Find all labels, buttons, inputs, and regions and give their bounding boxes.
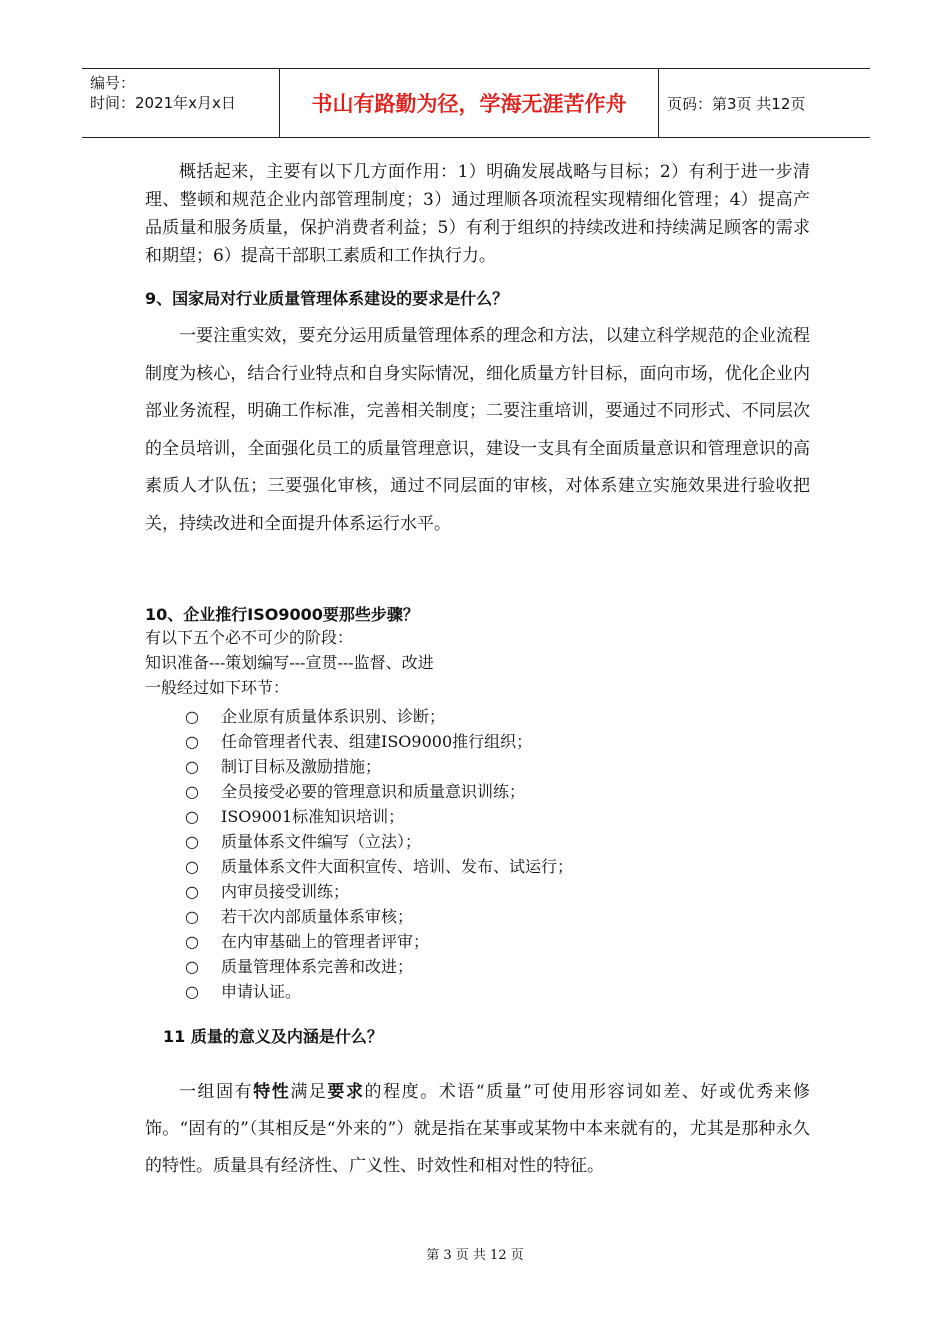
circle-bullet-icon: ○ bbox=[185, 882, 199, 901]
step-item bbox=[185, 704, 573, 729]
q11-answer-part: 的程度。术语“质量”可使用形容词如差、好或优秀来修饰。“固有的”（其相反是“外来的”）就是指在某事或某物中本来就有的，尤其是那种永久的特性。质量具有经济性、广义性、时效性和相对性的特征。 bbox=[145, 1082, 811, 1176]
q11-answer-part: 满足 bbox=[290, 1082, 328, 1102]
step-item bbox=[185, 754, 573, 779]
circle-bullet-icon: ○ bbox=[185, 807, 199, 826]
circle-bullet-icon: ○ bbox=[185, 832, 199, 851]
q11-bold-term-requirement: 要求 bbox=[327, 1082, 365, 1102]
q10-steps-list bbox=[185, 704, 573, 1004]
header-number-label: 编号： bbox=[90, 74, 136, 92]
q11-answer bbox=[145, 1074, 810, 1185]
step-text: 在内审基础上的管理者评审； bbox=[221, 932, 430, 951]
header-motto: 书山有路勤为径，学海无涯苦作舟 bbox=[280, 69, 659, 137]
step-text: 质量体系文件编写（立法）； bbox=[221, 832, 422, 851]
circle-bullet-icon: ○ bbox=[185, 907, 199, 926]
step-text: 制订目标及激励措施； bbox=[221, 757, 382, 776]
intro-paragraph: 概括起来，主要有以下几方面作用：1）明确发展战略与目标；2）有利于进一步清理、整顿和规范企业内部管理制度；3）通过理顺各项流程实现精细化管理；4）提高产品质量和服务质量，保护消费者利益；5）有利于组织的持续改进和持续满足顾客的需求和期望；6）提高干部职工素质和工作执行力。 bbox=[145, 162, 810, 266]
circle-bullet-icon: ○ bbox=[185, 932, 199, 951]
q10-line-steps-intro: 一般经过如下环节： bbox=[145, 678, 290, 697]
step-item bbox=[185, 879, 573, 904]
page-header bbox=[82, 68, 870, 138]
circle-bullet-icon: ○ bbox=[185, 857, 199, 876]
step-item bbox=[185, 929, 573, 954]
step-item bbox=[185, 729, 573, 754]
q9-heading: 9、国家局对行业质量管理体系建设的要求是什么？ bbox=[145, 289, 509, 308]
step-item bbox=[185, 954, 573, 979]
q10-heading: 10、企业推行ISO9000要那些步骤？ bbox=[145, 605, 419, 624]
step-text: 申请认证。 bbox=[221, 982, 302, 1001]
circle-bullet-icon: ○ bbox=[185, 757, 199, 776]
step-text: 质量管理体系完善和改进； bbox=[221, 957, 414, 976]
q10-line-stages: 有以下五个必不可少的阶段： bbox=[145, 628, 354, 647]
step-text: 企业原有质量体系识别、诊断； bbox=[221, 707, 446, 726]
step-item bbox=[185, 829, 573, 854]
q10-line-flow: 知识准备---策划编写---宣贯---监督、改进 bbox=[145, 653, 434, 672]
page-footer: 第 3 页 共 12 页 bbox=[426, 1248, 524, 1263]
step-text: ISO9001标准知识培训； bbox=[221, 807, 405, 826]
circle-bullet-icon: ○ bbox=[185, 732, 199, 751]
circle-bullet-icon: ○ bbox=[185, 982, 199, 1001]
q11-heading: 11 质量的意义及内涵是什么？ bbox=[163, 1027, 383, 1046]
q11-bold-term-characteristic: 特性 bbox=[253, 1082, 291, 1102]
q9-answer: 一要注重实效，要充分运用质量管理体系的理念和方法，以建立科学规范的企业流程制度为核心，结合行业特点和自身实际情况，细化质量方针目标，面向市场，优化企业内部业务流程，明确工作标准，完善相关制度；二要注重培训，要通过不同形式、不同层次的全员培训，全面强化员工的质量管理意识，建设一支具有全面质量意识和管理意识的高素质人才队伍；三要强化审核，通过不同层面的审核，对体系建立实施效果进行验收把关，持续改进和全面提升体系运行水平。 bbox=[145, 326, 810, 534]
header-date: 时间：2021年x月x日 bbox=[90, 94, 236, 112]
circle-bullet-icon: ○ bbox=[185, 782, 199, 801]
step-text: 全员接受必要的管理意识和质量意识训练； bbox=[221, 782, 526, 801]
header-page-info: 页码：第3页 共12页 bbox=[667, 94, 806, 113]
step-text: 质量体系文件大面积宣传、培训、发布、试运行； bbox=[221, 857, 574, 876]
step-text: 内审员接受训练； bbox=[221, 882, 350, 901]
step-item bbox=[185, 779, 573, 804]
circle-bullet-icon: ○ bbox=[185, 957, 199, 976]
q11-answer-part: 一组固有 bbox=[179, 1082, 254, 1102]
circle-bullet-icon: ○ bbox=[185, 707, 199, 726]
step-item bbox=[185, 904, 573, 929]
step-item bbox=[185, 804, 573, 829]
step-text: 任命管理者代表、组建ISO9000推行组织； bbox=[221, 732, 533, 751]
step-item bbox=[185, 854, 573, 879]
step-text: 若干次内部质量体系审核； bbox=[221, 907, 414, 926]
step-item bbox=[185, 979, 573, 1004]
header-meta bbox=[82, 69, 280, 137]
